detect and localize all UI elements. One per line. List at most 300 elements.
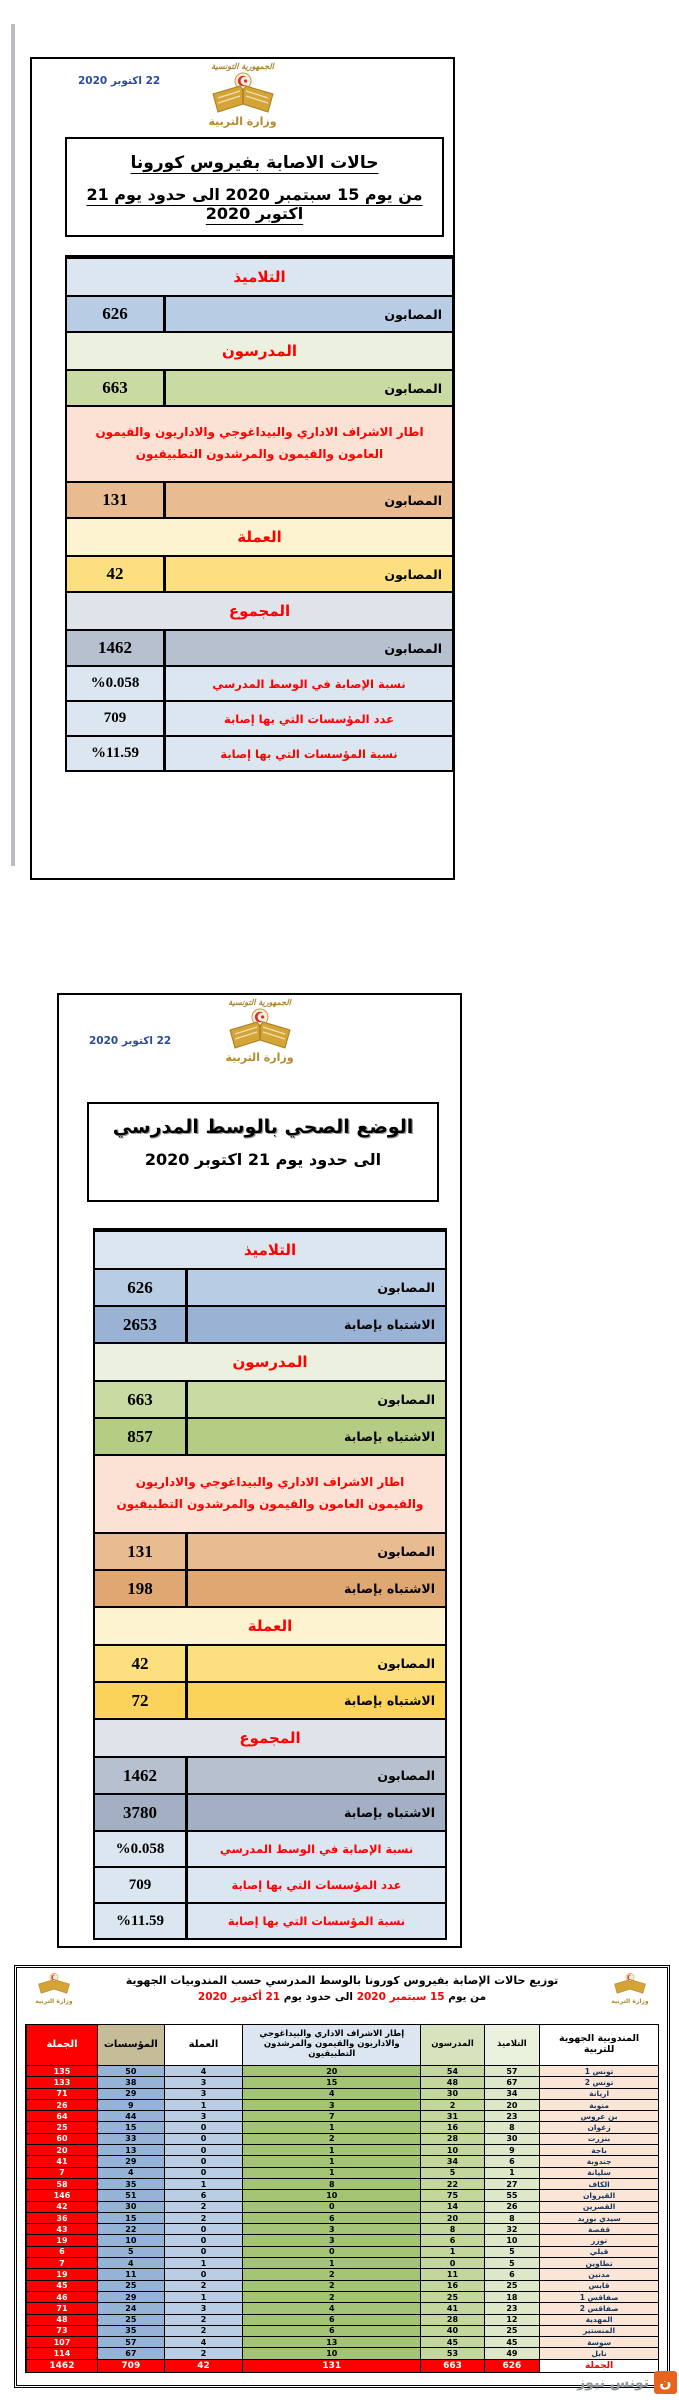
cell-workers: 1 bbox=[164, 2257, 242, 2268]
page-2 bbox=[57, 993, 462, 1948]
cell-total: 6 bbox=[26, 2246, 97, 2257]
cell-students: 34 bbox=[484, 2088, 540, 2099]
row-value: %11.59 bbox=[95, 1904, 188, 1938]
cell-students: 25 bbox=[484, 2325, 540, 2336]
total-label: الجملة bbox=[539, 2359, 658, 2372]
cell-institutions: 29 bbox=[97, 2155, 164, 2166]
table-row bbox=[67, 517, 452, 555]
page2-subtitle: الى حدود يوم 21 اكتوبر 2020 bbox=[144, 1150, 382, 1169]
row-value: 663 bbox=[95, 1382, 188, 1417]
republic-calligraphy: الجمهورية التونسية bbox=[228, 998, 291, 1007]
table-row bbox=[26, 2212, 658, 2223]
cell-institutions: 50 bbox=[97, 2065, 164, 2076]
total-workers: 42 bbox=[164, 2359, 242, 2372]
cell-total: 48 bbox=[26, 2314, 97, 2325]
cell-workers: 4 bbox=[164, 2065, 242, 2076]
table-row bbox=[95, 1342, 445, 1380]
row-label: اطار الاشراف الاداري والبيداغوجي والاداريون والقيمون العامون والقيمون والمرشدون التطبيقيون bbox=[95, 425, 424, 461]
news-site-watermark bbox=[577, 2371, 677, 2394]
page2-title-box bbox=[87, 1102, 439, 1202]
cell-students: 45 bbox=[484, 2336, 540, 2347]
cell-supervision-staff: 2 bbox=[242, 2291, 420, 2302]
cell-students: 1 bbox=[484, 2167, 540, 2178]
cell-teachers: 11 bbox=[420, 2268, 483, 2279]
cell-supervision-staff: 1 bbox=[242, 2257, 420, 2268]
row-label: العملة bbox=[237, 528, 282, 546]
cell-students: 8 bbox=[484, 2212, 540, 2223]
table-row bbox=[95, 1866, 445, 1902]
row-value: 857 bbox=[95, 1419, 188, 1454]
cell-total: 20 bbox=[26, 2144, 97, 2155]
cell-region: المهدية bbox=[539, 2314, 658, 2325]
cell-institutions: 57 bbox=[97, 2336, 164, 2347]
cell-workers: 3 bbox=[164, 2110, 242, 2121]
row-label: المصابون bbox=[384, 640, 442, 656]
cell-region: اريانة bbox=[539, 2088, 658, 2099]
cell-workers: 1 bbox=[164, 2178, 242, 2189]
logo-book-emblem-icon bbox=[210, 72, 276, 116]
table-row bbox=[26, 2302, 658, 2313]
cell-students: 6 bbox=[484, 2268, 540, 2279]
cell-institutions: 15 bbox=[97, 2121, 164, 2132]
ministry-logo-small bbox=[603, 1972, 657, 2005]
cell-students: 6 bbox=[484, 2155, 540, 2166]
cell-workers: 0 bbox=[164, 2167, 242, 2178]
table-row bbox=[67, 629, 452, 665]
cell-supervision-staff: 2 bbox=[242, 2133, 420, 2144]
cell-total: 45 bbox=[26, 2280, 97, 2291]
cell-region: بنزرت bbox=[539, 2133, 658, 2144]
table-row bbox=[95, 1532, 445, 1569]
header-region: المندوبية الجهوية للتربية bbox=[539, 2025, 658, 2065]
cell-students: 55 bbox=[484, 2189, 540, 2200]
cell-institutions: 35 bbox=[97, 2178, 164, 2189]
cell-supervision-staff: 1 bbox=[242, 2155, 420, 2166]
cell-total: 64 bbox=[26, 2110, 97, 2121]
page2-date: 22 اكتوبر 2020 bbox=[89, 1035, 172, 1047]
cell-workers: 0 bbox=[164, 2144, 242, 2155]
cell-supervision-staff: 4 bbox=[242, 2088, 420, 2099]
cell-workers: 0 bbox=[164, 2246, 242, 2257]
cell-institutions: 25 bbox=[97, 2280, 164, 2291]
cell-total: 146 bbox=[26, 2189, 97, 2200]
row-value: 626 bbox=[67, 297, 166, 331]
cell-teachers: 40 bbox=[420, 2325, 483, 2336]
cell-teachers: 53 bbox=[420, 2347, 483, 2358]
row-label: المدرسون bbox=[232, 1353, 308, 1371]
page3-subtitle bbox=[17, 1991, 667, 2003]
cell-students: 49 bbox=[484, 2347, 540, 2358]
cell-workers: 2 bbox=[164, 2201, 242, 2212]
cell-region: تونس 2 bbox=[539, 2076, 658, 2087]
row-label: الاشتباه بإصابة bbox=[344, 1805, 435, 1820]
cell-institutions: 29 bbox=[97, 2088, 164, 2099]
cell-supervision-staff: 1 bbox=[242, 2167, 420, 2178]
row-value: 2653 bbox=[95, 1307, 188, 1342]
cell-institutions: 22 bbox=[97, 2223, 164, 2234]
table-row bbox=[95, 1644, 445, 1681]
cell-workers: 1 bbox=[164, 2291, 242, 2302]
row-value: 1462 bbox=[95, 1758, 188, 1793]
page1-date: 22 اكتوبر 2020 bbox=[78, 75, 161, 87]
cell-teachers: 31 bbox=[420, 2110, 483, 2121]
cell-region: سيدي بوزيد bbox=[539, 2212, 658, 2223]
cell-institutions: 10 bbox=[97, 2234, 164, 2245]
table-row bbox=[26, 2336, 658, 2347]
cell-students: 12 bbox=[484, 2314, 540, 2325]
cell-total: 25 bbox=[26, 2121, 97, 2132]
table-row bbox=[95, 1380, 445, 1417]
table-row bbox=[26, 2133, 658, 2144]
table-row bbox=[95, 1756, 445, 1793]
table-row bbox=[67, 369, 452, 405]
table-row bbox=[67, 257, 452, 295]
cell-workers: 0 bbox=[164, 2155, 242, 2166]
table-row bbox=[26, 2201, 658, 2212]
table-row bbox=[67, 481, 452, 517]
cell-total: 71 bbox=[26, 2088, 97, 2099]
cell-total: 7 bbox=[26, 2257, 97, 2268]
subtitle-middle: الى حدود يوم bbox=[280, 1991, 357, 2003]
ministry-name: وزارة التربية bbox=[208, 114, 277, 128]
table-row bbox=[26, 2110, 658, 2121]
table-row bbox=[95, 1268, 445, 1305]
regional-distribution-table bbox=[25, 2024, 659, 2373]
cell-teachers: 28 bbox=[420, 2314, 483, 2325]
table-row bbox=[26, 2314, 658, 2325]
cell-supervision-staff: 6 bbox=[242, 2212, 420, 2223]
table-row bbox=[26, 2257, 658, 2268]
table-header-row bbox=[26, 2025, 658, 2065]
cell-total: 73 bbox=[26, 2325, 97, 2336]
cell-supervision-staff: 2 bbox=[242, 2280, 420, 2291]
ministry-name: وزارة التربية bbox=[225, 1050, 294, 1064]
table-row bbox=[26, 2065, 658, 2076]
cell-teachers: 75 bbox=[420, 2189, 483, 2200]
cell-region: قابس bbox=[539, 2280, 658, 2291]
row-label: المصابون bbox=[384, 380, 442, 396]
header-workers: العملة bbox=[164, 2025, 242, 2065]
cell-students: 5 bbox=[484, 2257, 540, 2268]
cell-institutions: 38 bbox=[97, 2076, 164, 2087]
cell-students: 67 bbox=[484, 2076, 540, 2087]
cell-supervision-staff: 1 bbox=[242, 2144, 420, 2155]
row-label: اطار الاشراف الاداري والبيداغوجي والاداريون والقيمون العامون والقيمون والمرشدون التطبيقيون bbox=[116, 1475, 424, 1511]
row-value: 709 bbox=[95, 1868, 188, 1902]
cell-students: 32 bbox=[484, 2223, 540, 2234]
cell-supervision-staff: 15 bbox=[242, 2076, 420, 2087]
cell-institutions: 51 bbox=[97, 2189, 164, 2200]
cell-region: سليانة bbox=[539, 2167, 658, 2178]
cell-total: 135 bbox=[26, 2065, 97, 2076]
cell-total: 107 bbox=[26, 2336, 97, 2347]
cell-teachers: 2 bbox=[420, 2099, 483, 2110]
row-label: المصابون bbox=[377, 1392, 435, 1407]
cell-students: 57 bbox=[484, 2065, 540, 2076]
page1-cases-table bbox=[65, 255, 454, 772]
cell-region: القصرين bbox=[539, 2201, 658, 2212]
logo-book-emblem-icon bbox=[613, 1972, 647, 1996]
row-label: العملة bbox=[247, 1617, 293, 1635]
total-teachers: 663 bbox=[420, 2359, 483, 2372]
cell-supervision-staff: 3 bbox=[242, 2099, 420, 2110]
cell-institutions: 29 bbox=[97, 2291, 164, 2302]
ministry-name: وزارة التربية bbox=[35, 1998, 73, 2005]
cell-total: 7 bbox=[26, 2167, 97, 2178]
cell-students: 26 bbox=[484, 2201, 540, 2212]
row-label: الاشتباه بإصابة bbox=[344, 1581, 435, 1596]
cell-teachers: 45 bbox=[420, 2336, 483, 2347]
row-value: %0.058 bbox=[67, 667, 166, 700]
cell-workers: 0 bbox=[164, 2223, 242, 2234]
cell-supervision-staff: 3 bbox=[242, 2223, 420, 2234]
table-row bbox=[26, 2167, 658, 2178]
cell-workers: 2 bbox=[164, 2314, 242, 2325]
row-value: 709 bbox=[67, 702, 166, 735]
cell-supervision-staff: 8 bbox=[242, 2178, 420, 2189]
row-value: 1462 bbox=[67, 631, 166, 665]
row-value: 42 bbox=[95, 1646, 188, 1681]
row-value: %0.058 bbox=[95, 1832, 188, 1866]
table-row bbox=[26, 2223, 658, 2234]
cell-teachers: 34 bbox=[420, 2155, 483, 2166]
cell-region: سوسة bbox=[539, 2336, 658, 2347]
cell-supervision-staff: 2 bbox=[242, 2268, 420, 2279]
cell-teachers: 28 bbox=[420, 2133, 483, 2144]
cell-institutions: 13 bbox=[97, 2144, 164, 2155]
cell-region: باجة bbox=[539, 2144, 658, 2155]
cell-institutions: 5 bbox=[97, 2246, 164, 2257]
cell-supervision-staff: 3 bbox=[242, 2234, 420, 2245]
cell-institutions: 25 bbox=[97, 2314, 164, 2325]
row-label: المجموع bbox=[239, 1729, 301, 1747]
table-row bbox=[95, 1417, 445, 1454]
header-institutions: المؤسسات bbox=[97, 2025, 164, 2065]
subtitle-prefix: من يوم bbox=[444, 1991, 487, 2003]
table-body bbox=[26, 2065, 658, 2359]
row-label: المصابون bbox=[384, 492, 442, 508]
row-label: عدد المؤسسات التي بها إصابة bbox=[231, 1878, 402, 1892]
cell-teachers: 30 bbox=[420, 2088, 483, 2099]
cell-total: 41 bbox=[26, 2155, 97, 2166]
cell-region: مدنين bbox=[539, 2268, 658, 2279]
table-row bbox=[67, 700, 452, 735]
cell-total: 58 bbox=[26, 2178, 97, 2189]
cell-institutions: 4 bbox=[97, 2257, 164, 2268]
scan-edge-artifact bbox=[11, 24, 15, 866]
row-label: نسبة الإصابة في الوسط المدرسي bbox=[219, 1842, 414, 1856]
cell-region: الكاف bbox=[539, 2178, 658, 2189]
cell-workers: 0 bbox=[164, 2234, 242, 2245]
row-value: 663 bbox=[67, 371, 166, 405]
ministry-logo-small bbox=[27, 1972, 81, 2005]
row-label: عدد المؤسسات التي بها إصابة bbox=[224, 711, 394, 726]
cell-workers: 2 bbox=[164, 2347, 242, 2358]
cell-supervision-staff: 10 bbox=[242, 2347, 420, 2358]
cell-supervision-staff: 10 bbox=[242, 2189, 420, 2200]
total-supervision-staff: 131 bbox=[242, 2359, 420, 2372]
row-value: 198 bbox=[95, 1571, 188, 1606]
cell-teachers: 5 bbox=[420, 2167, 483, 2178]
cell-workers: 3 bbox=[164, 2088, 242, 2099]
table-row bbox=[26, 2268, 658, 2279]
table-row bbox=[26, 2178, 658, 2189]
cell-workers: 0 bbox=[164, 2121, 242, 2132]
table-row bbox=[26, 2155, 658, 2166]
subtitle-start-date: 15 سبتمبر 2020 bbox=[356, 1991, 445, 2003]
row-label: الاشتباه بإصابة bbox=[344, 1693, 435, 1708]
table-row bbox=[67, 591, 452, 629]
table-row bbox=[67, 331, 452, 369]
table-row bbox=[95, 1830, 445, 1866]
cell-institutions: 35 bbox=[97, 2325, 164, 2336]
cell-region: بن عروس bbox=[539, 2110, 658, 2121]
row-label: الاشتباه بإصابة bbox=[344, 1429, 435, 1444]
row-value: %11.59 bbox=[67, 737, 166, 770]
row-value: 626 bbox=[95, 1270, 188, 1305]
cell-region: تطاوين bbox=[539, 2257, 658, 2268]
cell-students: 27 bbox=[484, 2178, 540, 2189]
total-institutions: 709 bbox=[97, 2359, 164, 2372]
row-value: 131 bbox=[95, 1534, 188, 1569]
table-row bbox=[67, 295, 452, 331]
table-row bbox=[26, 2121, 658, 2132]
cell-total: 114 bbox=[26, 2347, 97, 2358]
cell-teachers: 22 bbox=[420, 2178, 483, 2189]
cell-institutions: 24 bbox=[97, 2302, 164, 2313]
cell-teachers: 1 bbox=[420, 2246, 483, 2257]
cell-workers: 2 bbox=[164, 2280, 242, 2291]
cell-region: توزر bbox=[539, 2234, 658, 2245]
header-students: التلاميذ bbox=[484, 2025, 540, 2065]
table-row bbox=[95, 1230, 445, 1268]
cell-teachers: 10 bbox=[420, 2144, 483, 2155]
cell-teachers: 14 bbox=[420, 2201, 483, 2212]
watermark-logo-icon: ن bbox=[654, 2371, 677, 2394]
logo-book-emblem-icon bbox=[37, 1972, 71, 1996]
total-grand: 1462 bbox=[26, 2359, 97, 2372]
table-row bbox=[26, 2099, 658, 2110]
logo-book-emblem-icon bbox=[227, 1008, 293, 1052]
cell-students: 23 bbox=[484, 2110, 540, 2121]
cell-students: 23 bbox=[484, 2302, 540, 2313]
cell-total: 71 bbox=[26, 2302, 97, 2313]
cell-students: 18 bbox=[484, 2291, 540, 2302]
table-row bbox=[95, 1454, 445, 1532]
cell-total: 42 bbox=[26, 2201, 97, 2212]
ministry-name: وزارة التربية bbox=[611, 1998, 649, 2005]
cell-workers: 1 bbox=[164, 2099, 242, 2110]
cell-teachers: 20 bbox=[420, 2212, 483, 2223]
row-label: التلاميذ bbox=[243, 1241, 297, 1259]
table-row bbox=[95, 1606, 445, 1644]
cell-total: 46 bbox=[26, 2291, 97, 2302]
cell-institutions: 44 bbox=[97, 2110, 164, 2121]
cell-teachers: 6 bbox=[420, 2234, 483, 2245]
cell-region: زغوان bbox=[539, 2121, 658, 2132]
cell-region: قبلي bbox=[539, 2246, 658, 2257]
cell-region: صفاقس 2 bbox=[539, 2302, 658, 2313]
cell-supervision-staff: 4 bbox=[242, 2302, 420, 2313]
ministry-of-education-logo bbox=[190, 999, 330, 1064]
republic-calligraphy: الجمهورية التونسية bbox=[211, 62, 274, 71]
row-label: المصابون bbox=[377, 1544, 435, 1559]
row-label: نسبة المؤسسات التي بها إصابة bbox=[227, 1914, 406, 1928]
header-total: الجملة bbox=[26, 2025, 97, 2065]
cell-region: جندوبة bbox=[539, 2155, 658, 2166]
cell-students: 10 bbox=[484, 2234, 540, 2245]
table-row bbox=[95, 1569, 445, 1606]
table-row bbox=[67, 555, 452, 591]
row-value: 72 bbox=[95, 1683, 188, 1718]
cell-total: 43 bbox=[26, 2223, 97, 2234]
cell-workers: 4 bbox=[164, 2336, 242, 2347]
row-label: نسبة الإصابة في الوسط المدرسي bbox=[212, 676, 406, 691]
header-supervision-staff: إطار الاشراف الاداري والبيداغوجي والاداريون والقيمون والمرشدون التطبيقيون bbox=[242, 2025, 420, 2065]
row-value: 3780 bbox=[95, 1795, 188, 1830]
row-label: المصابون bbox=[377, 1768, 435, 1783]
table-row bbox=[67, 665, 452, 700]
table-row bbox=[26, 2347, 658, 2358]
ministry-of-education-logo bbox=[173, 63, 313, 128]
table-row bbox=[26, 2291, 658, 2302]
row-label: المصابون bbox=[377, 1656, 435, 1671]
cell-supervision-staff: 13 bbox=[242, 2336, 420, 2347]
cell-students: 20 bbox=[484, 2099, 540, 2110]
cell-region: القيروان bbox=[539, 2189, 658, 2200]
page-1 bbox=[30, 57, 455, 880]
cell-institutions: 9 bbox=[97, 2099, 164, 2110]
cell-students: 9 bbox=[484, 2144, 540, 2155]
cell-teachers: 0 bbox=[420, 2257, 483, 2268]
table-row bbox=[26, 2234, 658, 2245]
row-label: التلاميذ bbox=[233, 268, 286, 286]
cell-total: 19 bbox=[26, 2268, 97, 2279]
cell-workers: 6 bbox=[164, 2189, 242, 2200]
table-row bbox=[95, 1718, 445, 1756]
cell-teachers: 48 bbox=[420, 2076, 483, 2087]
cell-region: صفاقس 1 bbox=[539, 2291, 658, 2302]
table-row bbox=[26, 2144, 658, 2155]
watermark-text: تونس نيوز bbox=[577, 2374, 649, 2391]
row-value: 42 bbox=[67, 557, 166, 591]
row-label: نسبة المؤسسات التي بها إصابة bbox=[220, 746, 398, 761]
table-row bbox=[26, 2280, 658, 2291]
table-row bbox=[26, 2076, 658, 2087]
row-label: المصابون bbox=[384, 566, 442, 582]
cell-region: نابل bbox=[539, 2347, 658, 2358]
table-total-row bbox=[26, 2359, 658, 2372]
total-students: 626 bbox=[484, 2359, 540, 2372]
cell-teachers: 16 bbox=[420, 2121, 483, 2132]
cell-supervision-staff: 6 bbox=[242, 2325, 420, 2336]
row-value: 131 bbox=[67, 483, 166, 517]
cell-supervision-staff: 0 bbox=[242, 2246, 420, 2257]
page3-title: توزيع حالات الإصابة بفيروس كورونا بالوسط المدرسي حسب المندوبيات الجهوية bbox=[125, 1974, 559, 1987]
cell-supervision-staff: 0 bbox=[242, 2201, 420, 2212]
cell-total: 19 bbox=[26, 2234, 97, 2245]
cell-supervision-staff: 7 bbox=[242, 2110, 420, 2121]
cell-workers: 0 bbox=[164, 2133, 242, 2144]
cell-supervision-staff: 6 bbox=[242, 2314, 420, 2325]
cell-teachers: 54 bbox=[420, 2065, 483, 2076]
cell-institutions: 4 bbox=[97, 2167, 164, 2178]
cell-institutions: 33 bbox=[97, 2133, 164, 2144]
cell-total: 133 bbox=[26, 2076, 97, 2087]
cell-supervision-staff: 1 bbox=[242, 2121, 420, 2132]
page1-subtitle: من يوم 15 سبتمبر 2020 الى حدود يوم 21 اكتوبر 2020 bbox=[86, 185, 423, 223]
row-label: المصابون bbox=[377, 1280, 435, 1295]
